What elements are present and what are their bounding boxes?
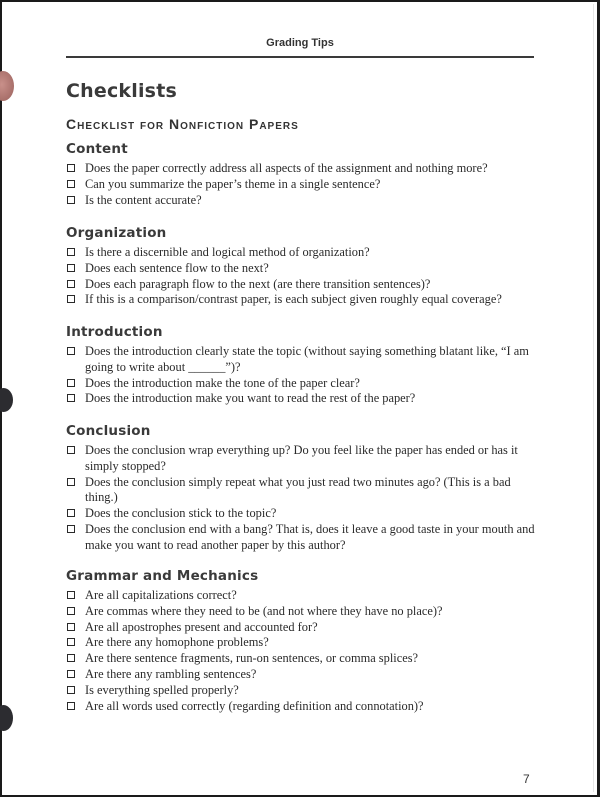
page-number: 7 bbox=[523, 772, 530, 786]
checklist-item bbox=[66, 277, 546, 293]
section-heading: Grammar and Mechanics bbox=[66, 568, 259, 584]
checklist-item bbox=[66, 391, 546, 407]
checklist-item-text: Is the content accurate? bbox=[85, 192, 202, 207]
checklist-item-text: Are there sentence fragments, run-on sentences, or comma splices? bbox=[85, 651, 419, 666]
checkbox-icon[interactable] bbox=[67, 509, 75, 517]
checkbox-icon[interactable] bbox=[67, 478, 75, 486]
checklist-item bbox=[66, 588, 546, 604]
checkbox-icon[interactable] bbox=[67, 164, 75, 172]
page-title: Checklists bbox=[66, 80, 177, 102]
checklist-item bbox=[66, 376, 546, 392]
checklist-item-text: Does the conclusion end with a bang? That is, does it leave a good taste in your mouth and make you want to read another paper by this author? bbox=[85, 521, 535, 552]
section-content bbox=[66, 141, 546, 208]
checklist-item-text: Can you summarize the paper’s theme in a single sentence? bbox=[85, 176, 381, 191]
checklist-item bbox=[66, 344, 546, 376]
checkbox-icon[interactable] bbox=[67, 670, 75, 678]
checklist-item-text: Are commas where they need to be (and not where they have no place)? bbox=[85, 603, 443, 618]
section-heading: Organization bbox=[66, 225, 167, 241]
checklist-item-text: Does the paper correctly address all aspects of the assignment and nothing more? bbox=[85, 161, 488, 175]
checkbox-icon[interactable] bbox=[67, 280, 75, 288]
checklist-item bbox=[66, 635, 546, 651]
checklist-item-text: Does the conclusion simply repeat what you just read two minutes ago? (This is a bad thing.) bbox=[85, 474, 511, 505]
checklist-item-text: Does each paragraph flow to the next (are there transition sentences)? bbox=[85, 276, 431, 291]
checklist-item-text: Does the introduction make the tone of the paper clear? bbox=[85, 375, 360, 390]
checklist-item bbox=[66, 699, 546, 715]
checklist-item-text: Does the introduction make you want to read the rest of the paper? bbox=[85, 391, 416, 406]
checklist-item bbox=[66, 177, 546, 193]
checklist-item bbox=[66, 475, 546, 507]
checkbox-icon[interactable] bbox=[67, 525, 75, 533]
checkbox-icon[interactable] bbox=[67, 264, 75, 272]
hole-punch-icon bbox=[0, 388, 13, 412]
checklist-item-text: Is everything spelled properly? bbox=[85, 682, 239, 697]
section-heading: Conclusion bbox=[66, 423, 151, 439]
checklist-item bbox=[66, 683, 546, 699]
running-head: Grading Tips bbox=[266, 37, 334, 49]
checklist-item bbox=[66, 604, 546, 620]
checklist-item-text: Does the introduction clearly state the topic (without saying something blatant like, “I am going to write about ______”)? bbox=[85, 344, 529, 374]
checkbox-icon[interactable] bbox=[67, 623, 75, 631]
checklist-item bbox=[66, 261, 546, 277]
checklist-item bbox=[66, 620, 546, 636]
checkbox-icon[interactable] bbox=[67, 248, 75, 256]
page-edge-top bbox=[0, 0, 600, 2]
checkbox-icon[interactable] bbox=[67, 347, 75, 355]
checkbox-icon[interactable] bbox=[67, 638, 75, 646]
checkbox-icon[interactable] bbox=[67, 607, 75, 615]
page-edge-shadow bbox=[593, 4, 594, 792]
checkbox-icon[interactable] bbox=[67, 702, 75, 710]
section-conclusion bbox=[66, 423, 546, 554]
checkbox-icon[interactable] bbox=[67, 591, 75, 599]
section-grammar-and-mechanics bbox=[66, 568, 546, 714]
checkbox-icon[interactable] bbox=[67, 446, 75, 454]
checklist-item-text: Are all apostrophes present and accounted for? bbox=[85, 619, 318, 634]
checkbox-icon[interactable] bbox=[67, 394, 75, 402]
checklist-item bbox=[66, 667, 546, 683]
checklist-item-text: Are all words used correctly (regarding definition and connotation)? bbox=[85, 698, 424, 713]
checklist-item-text: Does each sentence flow to the next? bbox=[85, 260, 269, 275]
checklist-item bbox=[66, 161, 546, 177]
checklist-item-text: Is there a discernible and logical method of organization? bbox=[85, 245, 370, 259]
section-organization bbox=[66, 225, 546, 308]
checklist-item bbox=[66, 506, 546, 522]
checklist-item-text: Are there any homophone problems? bbox=[85, 635, 269, 650]
header-rule bbox=[66, 56, 534, 58]
section-heading: Content bbox=[66, 141, 128, 157]
hole-punch-icon bbox=[0, 71, 14, 101]
section-introduction bbox=[66, 324, 546, 407]
checkbox-icon[interactable] bbox=[67, 180, 75, 188]
checkbox-icon[interactable] bbox=[67, 379, 75, 387]
checklist-item bbox=[66, 245, 546, 261]
checklist-item-text: Are there any rambling sentences? bbox=[85, 666, 257, 681]
hole-punch-icon bbox=[0, 705, 13, 731]
checklist-item bbox=[66, 443, 546, 475]
checklist-item-text: Does the conclusion stick to the topic? bbox=[85, 506, 277, 521]
checkbox-icon[interactable] bbox=[67, 196, 75, 204]
checklist-item-text: Are all capitalizations correct? bbox=[85, 588, 237, 602]
checkbox-icon[interactable] bbox=[67, 686, 75, 694]
checklist-item bbox=[66, 292, 546, 308]
checklist-item-text: Does the conclusion wrap everything up? Do you feel like the paper has ended or has it simply stopped? bbox=[85, 443, 518, 473]
checklist-item bbox=[66, 522, 546, 554]
checklist-item-text: If this is a comparison/contrast paper, is each subject given roughly equal coverage? bbox=[85, 292, 502, 307]
checklist-item bbox=[66, 651, 546, 667]
section-heading: Introduction bbox=[66, 324, 163, 340]
page-subtitle: Checklist for Nonfiction Papers bbox=[66, 116, 299, 132]
checklist-item bbox=[66, 193, 546, 209]
checkbox-icon[interactable] bbox=[67, 654, 75, 662]
checkbox-icon[interactable] bbox=[67, 295, 75, 303]
